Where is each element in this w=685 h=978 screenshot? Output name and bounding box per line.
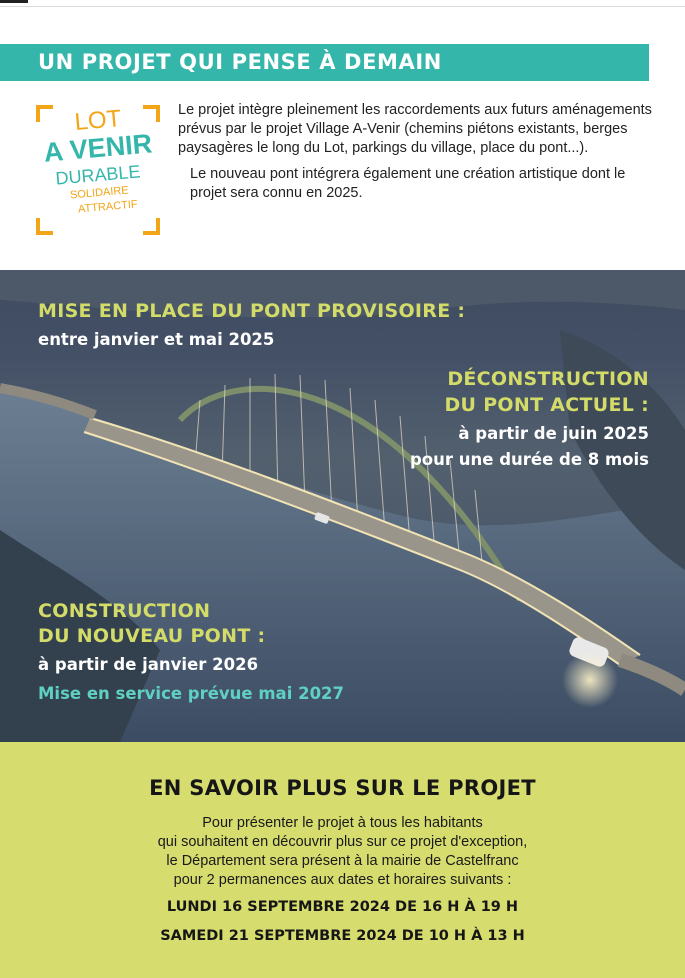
phase-construction-title-2: DU NOUVEAU PONT : xyxy=(38,625,266,647)
phase-deconstruction-date-1: à partir de juin 2025 xyxy=(458,424,649,443)
top-rule-stub xyxy=(0,0,28,3)
phase-provisoire-date: entre janvier et mai 2025 xyxy=(38,330,275,349)
section-title: UN PROJET QUI PENSE À DEMAIN xyxy=(38,50,442,74)
top-rule xyxy=(0,0,685,7)
section-banner xyxy=(0,44,649,81)
info-panel xyxy=(0,742,685,978)
phase-deconstruction-title-2: DU PONT ACTUEL : xyxy=(444,394,649,416)
info-line-4: pour 2 permanences aux dates et horaires suivants : xyxy=(173,872,512,888)
logo-text-solidaire: SOLIDAIRE xyxy=(69,184,130,202)
info-line-1: Pour présenter le projet à tous les habitants xyxy=(202,815,483,831)
logo-text-attractif: ATTRACTIF xyxy=(77,198,139,216)
info-date-2: SAMEDI 21 SEPTEMBRE 2024 DE 10 H À 13 H xyxy=(160,928,525,944)
info-title: EN SAVOIR PLUS SUR LE PROJET xyxy=(149,776,536,800)
info-line-2: qui souhaitent en découvrir plus sur ce projet d'exception, xyxy=(157,834,528,850)
phase-provisoire-title: MISE EN PLACE DU PONT PROVISOIRE : xyxy=(38,300,466,322)
logo-text-durable: DURABLE xyxy=(54,161,142,189)
lot-a-venir-logo xyxy=(36,103,160,237)
logo-corner xyxy=(36,218,53,235)
logo-text-a-venir: A VENIR xyxy=(42,128,154,168)
phase-deconstruction-title-1: DÉCONSTRUCTION xyxy=(447,368,649,390)
logo-corner xyxy=(143,218,160,235)
info-date-1: LUNDI 16 SEPTEMBRE 2024 DE 16 H À 19 H xyxy=(166,899,519,915)
bridge-photo xyxy=(0,270,685,742)
phase-construction-service: Mise en service prévue mai 2027 xyxy=(38,684,345,703)
info-line-3: le Département sera présent à la mairie de Castelfranc xyxy=(166,853,519,869)
phase-deconstruction-date-2: pour une durée de 8 mois xyxy=(409,450,649,469)
phase-construction-date: à partir de janvier 2026 xyxy=(38,655,259,674)
intro-paragraph-2: Le nouveau pont intégrera également une création artistique dont le projet sera connu en 2025. xyxy=(190,166,626,201)
info-body xyxy=(0,814,685,890)
intro-paragraph-1: Le projet intègre pleinement les raccordements aux futurs aménagements prévus par le projet Village A-Venir (chemins piétons existants, berges paysagères le long du Lot, parkings du village, place du pont...). xyxy=(178,102,652,156)
intro-text xyxy=(178,101,653,203)
logo-text-lot: LOT xyxy=(73,105,123,136)
phase-construction-title-1: CONSTRUCTION xyxy=(38,600,211,622)
light-glow xyxy=(562,652,618,708)
